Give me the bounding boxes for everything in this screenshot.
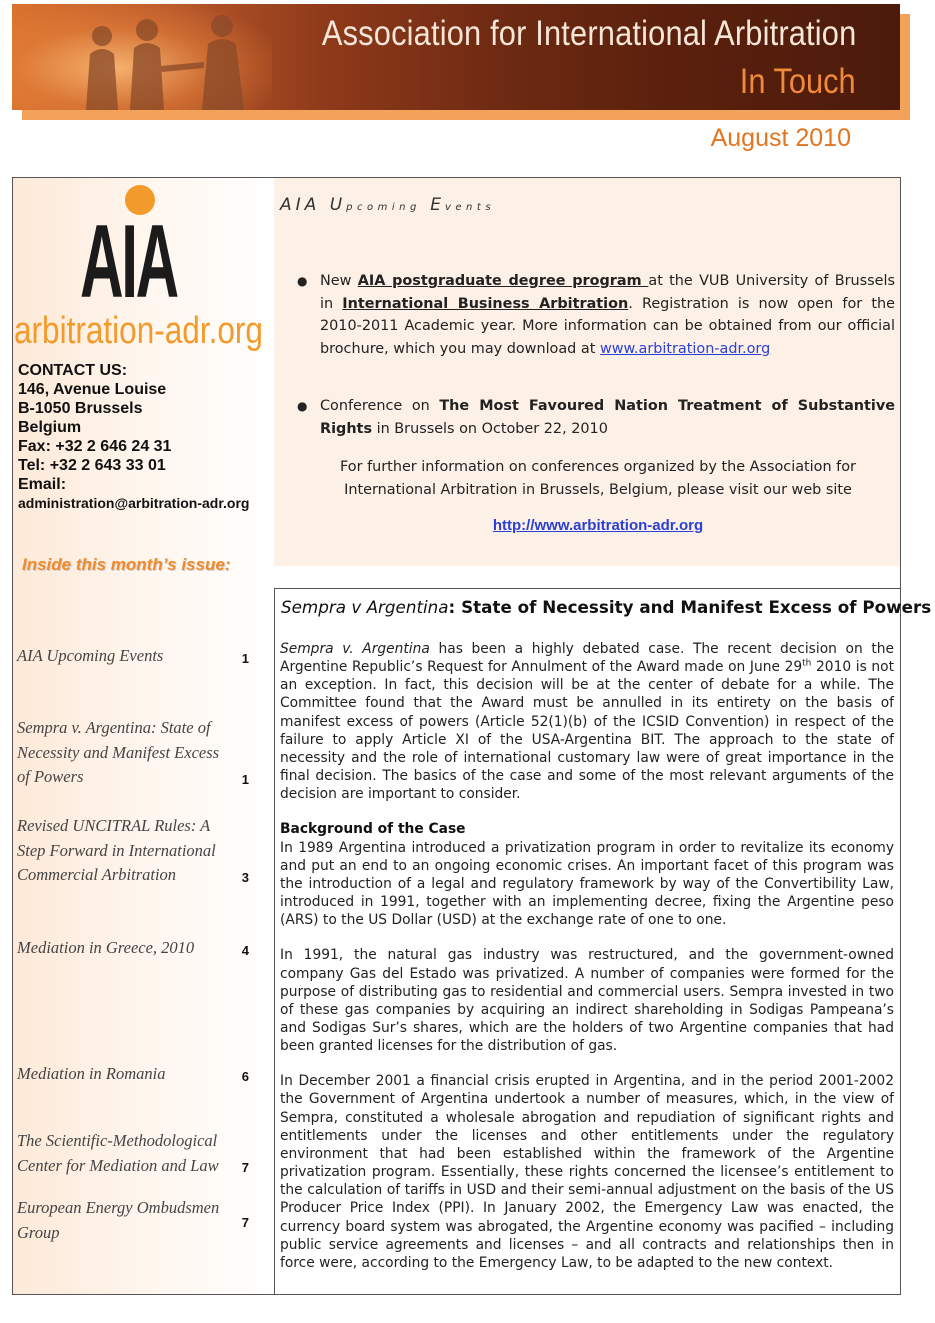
article-paragraph: In December 2001 a financial crisis erupted in Argentina, and in the period 2001-2002 the Government of Argentina undertook a number of measures, which, in the view of Sempra, constituted a wholesale abrogation and repudiation of significant rights and entitlements under the licenses and other entitlements under the regulatory environment that had been established within the framework of the Argentine privatization program. Essentially, these rights concerned the licensee’s entitlement to the calculation of tariffs in USD and their semi-annual adjustment on the basis of the US Producer Price Index (PPI). In January 2002, the Emergency Law was enacted, the currency board system was abrogated, the Argentine economy was pacified – including public service agreements and licenses – and all contracts and relationships then in force were, according to the Emergency Law, to be adapted to the new context. <box>280 1073 894 1271</box>
contact-block <box>18 361 268 513</box>
toc-item-title: Sempra v. Argentina: State of Necessity and Manifest Excess of Powers <box>17 718 220 786</box>
toc-item[interactable] <box>17 1129 257 1178</box>
toc-item-page: 3 <box>241 869 249 885</box>
toc-item[interactable] <box>17 1062 257 1087</box>
contact-fax: Fax: +32 2 646 24 31 <box>18 438 172 455</box>
toc-item-title: Mediation in Greece, 2010 <box>17 938 195 957</box>
article-body <box>280 640 894 1289</box>
contact-address-city: B-1050 Brussels <box>18 400 143 417</box>
contact-heading: CONTACT US: <box>18 362 128 379</box>
toc-item-page: 1 <box>241 771 249 787</box>
article-paragraph: Sempra v. Argentina has been a highly debated case. The recent decision on the Argentine Republic’s Request for Annulment of the Award made on June 29th 2010 is not an exception. In fact, this decision will be at the center of debate for a while. The Committee found that the Award must be annulled in its entirety on the basis of manifest excess of powers (Article 52(1)(b) of the ICSID Convention) in respect of the failure to apply Article XI of the USA-Argentina BIT. The approach to the state of necessity and the role of international customary law were of great importance in the final decision. The basics of the case and some of the most relevant arguments of the decision are important to consider. <box>280 641 895 803</box>
toc-item-page: 1 <box>241 650 249 666</box>
contact-email[interactable]: administration@arbitration-adr.org <box>18 495 250 511</box>
toc-item-title: AIA Upcoming Events <box>17 646 164 665</box>
program-link[interactable]: AIA postgraduate degree program <box>357 273 649 289</box>
header-banner <box>12 4 900 110</box>
events-note: For further information on conferences organized by the Association for International Arbitration in Brussels, Belgium, please visit our web site <box>340 459 856 498</box>
website-link[interactable]: http://www.arbitration-adr.org <box>492 517 704 534</box>
newsletter-title: Association for International Arbitration <box>321 14 856 53</box>
toc-item-title: The Scientific-Methodological Center for Mediation and Law <box>17 1131 219 1175</box>
bullet-icon: ● <box>297 399 308 413</box>
contact-address-street: 146, Avenue Louise <box>18 381 167 398</box>
contact-tel: Tel: +32 2 643 33 01 <box>18 457 166 474</box>
events-heading: AIA Upcoming Events <box>280 195 496 215</box>
newsletter-subtitle: In Touch <box>740 62 856 101</box>
article-paragraph: In 1989 Argentina introduced a privatization program in order to revitalize its economy and put an end to an ongoing economic crises. An important facet of this program was the introduction of a legal and regulatory framework by way of the Convertibility Law, introduced in 1991, together with an implementing decree, fixing the Argentine peso (ARS) to the US Dollar (USD) at the exchange rate of one to one. <box>280 839 894 929</box>
toc-item-page: 6 <box>241 1068 249 1084</box>
conference-title: The Most Favoured Nation Treatment of Substantive Rights <box>320 398 895 437</box>
toc-item[interactable] <box>17 1196 257 1245</box>
toc-item-page: 4 <box>241 942 249 958</box>
event-item-postgraduate: ● New AIA postgraduate degree program at the VUB University of Brussels in International Business Arbitration. Registration is now open for the 2010-2011 Academic year. More information can be obtained from our official brochure, which you may download at www.arbitration-adr.org <box>320 270 895 360</box>
event-item-conference: ● Conference on The Most Favoured Nation Treatment of Substantive Rights in Brussels on October 22, 2010 <box>320 395 895 440</box>
toc-item-title: European Energy Ombudsmen Group <box>17 1198 220 1242</box>
toc-item-page: 7 <box>241 1160 249 1175</box>
toc-item-page: 7 <box>241 1215 249 1230</box>
bullet-icon: ● <box>297 274 308 288</box>
brochure-link[interactable]: www.arbitration-adr.org <box>599 340 771 357</box>
contact-email-label: Email: <box>18 476 67 493</box>
toc-item[interactable] <box>17 644 257 669</box>
aia-logo: AIA <box>80 204 177 320</box>
toc-item[interactable] <box>17 814 257 888</box>
article-subheading: Background of the Case <box>280 821 466 838</box>
article-paragraph: In 1991, the natural gas industry was restructured, and the government-owned company Gas del Estado was privatized. A number of companies were formed for the purpose of distributing gas to residential and commercial users. Sempra invested in two of these gas companies by acquiring an indirect shareholding in Sodigas Pampeana’s and Sodigas Sur’s shares, which are the holders of two Argentine companies that had been granted licenses for the distribution of gas. <box>280 947 894 1055</box>
toc-label: Inside this month’s issue: <box>22 555 231 574</box>
arbitration-link[interactable]: International Business Arbitration <box>342 295 629 312</box>
toc-item[interactable] <box>17 936 257 961</box>
contact-country: Belgium <box>18 419 82 436</box>
logo-url-text: arbitration-adr.org <box>14 310 263 352</box>
toc-item[interactable] <box>17 716 257 790</box>
toc-item-title: Revised UNCITRAL Rules: A Step Forward in International Commercial Arbitration <box>17 816 216 884</box>
toc-item-title: Mediation in Romania <box>17 1064 166 1083</box>
article-title: Sempra v Argentina: State of Necessity and Manifest Excess of Powers <box>281 598 932 618</box>
people-silhouette-image <box>72 14 272 110</box>
issue-date: August 2010 <box>710 124 851 152</box>
